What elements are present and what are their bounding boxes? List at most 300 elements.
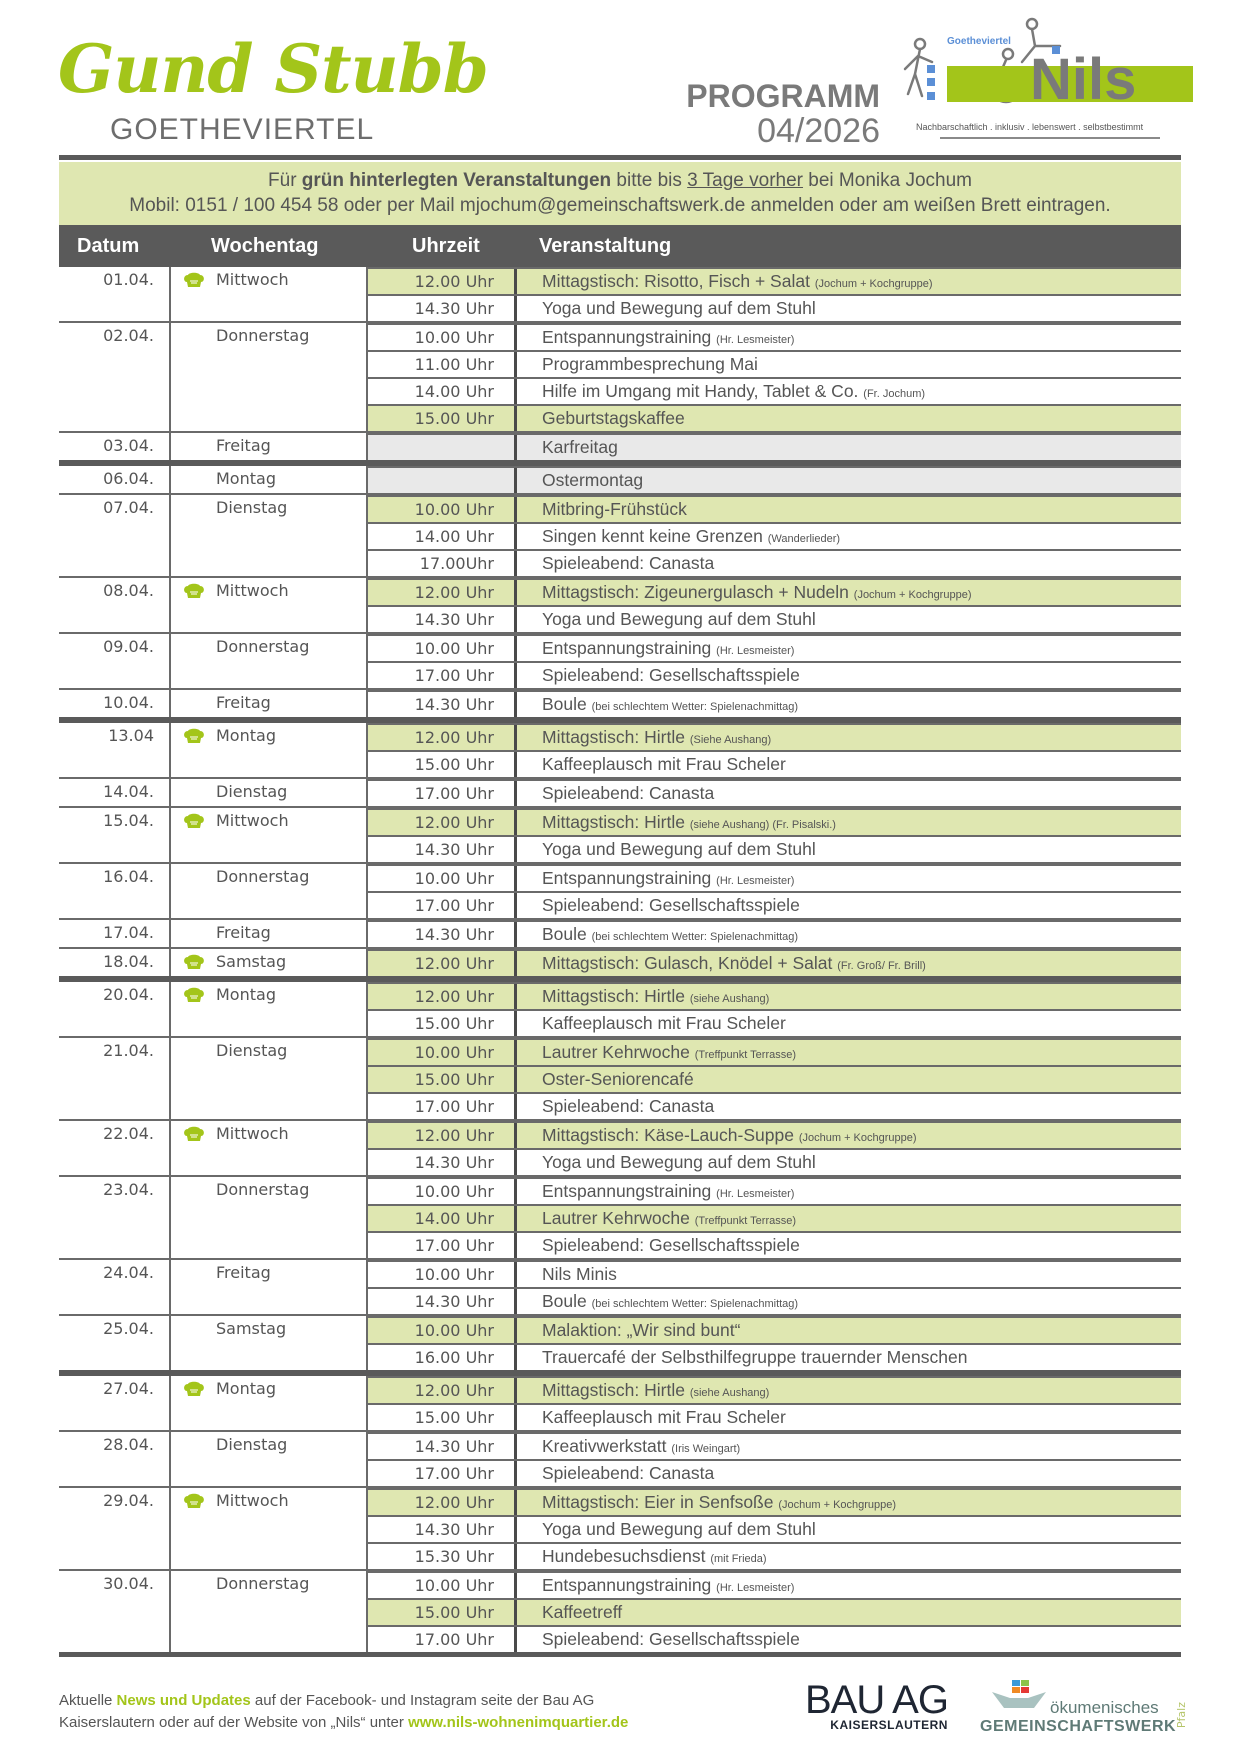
gemeinschaftswerk-logo-bottom: GEMEINSCHAFTSWERK [980, 1718, 1177, 1735]
table-row [366, 1542, 1181, 1569]
event-cell [514, 1405, 1181, 1430]
table-row [366, 294, 1181, 321]
event-title: Spieleabend: Gesellschaftsspiele [542, 895, 800, 915]
date-cell: 28.04. [103, 1435, 154, 1454]
event-title: Boule [542, 924, 587, 944]
time-cell: 15.00 Uhr [366, 752, 514, 777]
time-cell: 17.00 Uhr [366, 781, 514, 806]
event-title: Yoga und Bewegung auf dem Stuhl [542, 609, 816, 629]
event-title: Kaffeeplausch mit Frau Scheler [542, 1013, 786, 1033]
date-cell: 14.04. [103, 782, 154, 801]
event-cell [514, 752, 1181, 777]
day-group [59, 1177, 1181, 1260]
table-row [366, 1038, 1181, 1065]
day-group [59, 920, 1181, 949]
notice-line-1 [59, 168, 1181, 193]
date-cell: 03.04. [103, 436, 154, 455]
table-row [366, 1009, 1181, 1036]
event-note: (Jochum + Kochgruppe) [778, 1499, 897, 1511]
table-row [366, 578, 1181, 605]
weekday-cell [169, 779, 366, 806]
time-cell: 14.00 Uhr [366, 524, 514, 549]
event-note: (Hr. Lesmeister) [716, 875, 795, 887]
event-note: (Hr. Lesmeister) [716, 1188, 795, 1200]
weekday-label: Montag [216, 726, 276, 745]
time-cell: 10.00 Uhr [366, 1573, 514, 1598]
weekday-label: Dienstag [216, 498, 288, 517]
event-title: Kaffeeplausch mit Frau Scheler [542, 754, 786, 774]
weekday-label: Donnerstag [216, 867, 310, 886]
day-group [59, 1488, 1181, 1571]
date-cell: 10.04. [103, 693, 154, 712]
table-row [366, 1515, 1181, 1542]
chef-hat-icon [183, 728, 205, 746]
event-title: Kaffeeplausch mit Frau Scheler [542, 1407, 786, 1427]
event-cell [514, 1517, 1181, 1542]
column-header-time: Uhrzeit [412, 234, 480, 257]
day-group [59, 949, 1181, 982]
day-group [59, 1038, 1181, 1121]
weekday-label: Dienstag [216, 782, 288, 801]
weekday-label: Freitag [216, 436, 271, 455]
event-cell [514, 636, 1181, 661]
event-title: Spieleabend: Gesellschaftsspiele [542, 1235, 800, 1255]
table-row [366, 1488, 1181, 1515]
time-cell: 14.30 Uhr [366, 607, 514, 632]
weekday-label: Montag [216, 985, 276, 1004]
table-row [366, 605, 1181, 632]
table-row [366, 1065, 1181, 1092]
column-header-event: Veranstaltung [539, 234, 672, 257]
weekday-label: Mittwoch [216, 581, 289, 600]
weekday-cell [169, 1376, 366, 1430]
registration-notice [59, 162, 1181, 225]
table-row [366, 634, 1181, 661]
chef-hat-icon [183, 813, 205, 831]
weekday-label: Donnerstag [216, 1574, 310, 1593]
notice-text: bei Monika Jochum [803, 170, 972, 191]
event-note: (Iris Weingart) [671, 1443, 741, 1455]
time-cell: 17.00 Uhr [366, 1627, 514, 1652]
event-cell [514, 325, 1181, 350]
time-cell: 12.00 Uhr [366, 951, 514, 976]
event-note: (Treffpunkt Terrasse) [694, 1215, 797, 1227]
event-title: Yoga und Bewegung auf dem Stuhl [542, 839, 816, 859]
time-cell: 15.00 Uhr [366, 406, 514, 431]
event-title: Nils Minis [542, 1264, 617, 1284]
table-row [366, 1092, 1181, 1119]
event-note: (bei schlechtem Wetter: Spielenachmittag) [591, 1298, 799, 1310]
time-cell: 14.30 Uhr [366, 296, 514, 321]
event-note: (Hr. Lesmeister) [716, 645, 795, 657]
event-cell [514, 1262, 1181, 1287]
table-row [366, 404, 1181, 431]
time-cell: 17.00 Uhr [366, 663, 514, 688]
event-cell [514, 1233, 1181, 1258]
day-group [59, 433, 1181, 466]
date-cell: 02.04. [103, 326, 154, 345]
nils-logo-tagline: Nachbarschaftlich . inklusiv . lebenswert . selbstbestimmt [916, 122, 1144, 132]
event-cell [514, 352, 1181, 377]
day-group [59, 808, 1181, 864]
chef-hat-icon [183, 987, 205, 1005]
event-title: Kaffeetreff [542, 1602, 623, 1622]
column-header-date: Datum [77, 234, 140, 257]
event-title: Yoga und Bewegung auf dem Stuhl [542, 1519, 816, 1539]
table-row [366, 690, 1181, 717]
time-cell: 17.00Uhr [366, 551, 514, 576]
event-note: (Siehe Aushang) [689, 734, 772, 746]
weekday-cell [169, 323, 366, 431]
weekday-cell [169, 634, 366, 688]
footer-text-part: Kaiserslautern oder auf der Website von „Nils“ unter [59, 1714, 409, 1731]
event-title: Spieleabend: Canasta [542, 1096, 715, 1116]
time-cell: 14.30 Uhr [366, 837, 514, 862]
footer-line-2 [59, 1712, 628, 1734]
date-cell: 09.04. [103, 637, 154, 656]
event-cell [514, 1345, 1181, 1370]
day-group [59, 1121, 1181, 1177]
time-cell: 16.00 Uhr [366, 1345, 514, 1370]
weekday-cell [169, 1571, 366, 1652]
bau-ag-logo-main: BAU AG [805, 1678, 948, 1722]
time-cell: 12.00 Uhr [366, 269, 514, 294]
table-row [366, 549, 1181, 576]
day-group [59, 466, 1181, 495]
day-group [59, 1376, 1181, 1432]
notice-text: Für [268, 170, 302, 191]
event-note: (bei schlechtem Wetter: Spielenachmittag) [591, 931, 799, 943]
event-title: Boule [542, 1291, 587, 1311]
table-body [59, 267, 1181, 1657]
event-note: (Hr. Lesmeister) [716, 1582, 795, 1594]
day-group [59, 578, 1181, 634]
date-cell: 20.04. [103, 985, 154, 1004]
table-row [366, 1316, 1181, 1343]
table-row [366, 1177, 1181, 1204]
weekday-cell [169, 578, 366, 632]
table-row [366, 522, 1181, 549]
date-cell: 15.04. [103, 811, 154, 830]
table-row [366, 750, 1181, 777]
event-cell [514, 984, 1181, 1009]
event-note: (Fr. Jochum) [863, 388, 926, 400]
brand-subtitle: GOETHEVIERTEL [110, 113, 375, 146]
date-cell: 08.04. [103, 581, 154, 600]
event-cell [514, 406, 1181, 431]
event-cell [514, 551, 1181, 576]
event-title: Spieleabend: Canasta [542, 783, 715, 803]
day-group [59, 323, 1181, 433]
nils-logo-name: Nils [1030, 47, 1137, 112]
nils-logo [900, 14, 1200, 144]
table-row [366, 377, 1181, 404]
event-title: Mittagstisch: Eier in Senfsoße [542, 1492, 774, 1512]
time-cell: 15.00 Uhr [366, 1600, 514, 1625]
weekday-label: Donnerstag [216, 326, 310, 345]
event-title: Hundebesuchsdienst [542, 1546, 706, 1566]
day-group [59, 1316, 1181, 1376]
ship-icon [990, 1678, 1050, 1718]
date-cell: 24.04. [103, 1263, 154, 1282]
time-cell: 14.30 Uhr [366, 1517, 514, 1542]
event-title: Entspannungstraining [542, 1181, 712, 1201]
table-row [366, 1403, 1181, 1430]
weekday-cell [169, 723, 366, 777]
event-title: Mittagstisch: Hirtle [542, 727, 685, 747]
event-title: Hilfe im Umgang mit Handy, Tablet & Co. [542, 381, 859, 401]
gemeinschaftswerk-logo-side: Pfalz [1175, 1702, 1188, 1729]
time-cell: 15.00 Uhr [366, 1067, 514, 1092]
event-cell [514, 1150, 1181, 1175]
weekday-cell [169, 1121, 366, 1175]
day-group [59, 1571, 1181, 1657]
bau-ag-logo-sub: KAISERSLAUTERN [830, 1718, 948, 1732]
time-cell: 17.00 Uhr [366, 1233, 514, 1258]
event-note: (siehe Aushang) [689, 993, 770, 1005]
time-cell: 12.00 Uhr [366, 810, 514, 835]
time-cell: 12.00 Uhr [366, 580, 514, 605]
event-title: Mittagstisch: Hirtle [542, 986, 685, 1006]
chef-hat-icon [183, 1126, 205, 1144]
table-row [366, 433, 1181, 460]
table-row [366, 1204, 1181, 1231]
table-row [366, 323, 1181, 350]
day-group [59, 1432, 1181, 1488]
time-cell: 14.30 Uhr [366, 692, 514, 717]
chef-hat-icon [183, 954, 205, 972]
weekday-cell [169, 1488, 366, 1569]
bau-ag-logo [805, 1680, 948, 1732]
event-title: Trauercafé der Selbsthilfegruppe trauernder Menschen [542, 1347, 968, 1367]
weekday-label: Freitag [216, 693, 271, 712]
chef-hat-icon [183, 1493, 205, 1511]
notice-line-2: Mobil: 0151 / 100 454 58 oder per Mail mjochum@gemeinschaftswerk.de anmelden oder am weißen Brett eintragen. [129, 195, 1111, 216]
time-cell: 10.00 Uhr [366, 636, 514, 661]
time-cell: 15.00 Uhr [366, 1405, 514, 1430]
weekday-cell [169, 1316, 366, 1370]
notice-text: bitte bis [611, 170, 688, 191]
event-title: Programmbesprechung Mai [542, 354, 758, 374]
event-title: Lautrer Kehrwoche [542, 1042, 690, 1062]
event-title: Malaktion: „Wir sind bunt“ [542, 1320, 741, 1340]
event-note: (Jochum + Kochgruppe) [814, 278, 933, 290]
footer-text-part: auf der Facebook- und Instagram seite der Bau AG [250, 1692, 595, 1709]
date-cell: 01.04. [103, 270, 154, 289]
time-cell: 17.00 Uhr [366, 1094, 514, 1119]
date-cell: 18.04. [103, 952, 154, 971]
weekday-label: Freitag [216, 923, 271, 942]
event-cell [514, 922, 1181, 947]
table-row [366, 1432, 1181, 1459]
event-cell [514, 580, 1181, 605]
time-cell: 10.00 Uhr [366, 1040, 514, 1065]
table-row [366, 835, 1181, 862]
weekday-label: Dienstag [216, 1435, 288, 1454]
time-cell: 11.00 Uhr [366, 352, 514, 377]
time-cell [366, 435, 514, 460]
event-cell [514, 1094, 1181, 1119]
event-cell [514, 468, 1181, 493]
event-cell [514, 1011, 1181, 1036]
time-cell: 15.00 Uhr [366, 1011, 514, 1036]
table-row [366, 779, 1181, 806]
event-cell [514, 1461, 1181, 1486]
event-cell [514, 781, 1181, 806]
footer-line-1 [59, 1690, 628, 1712]
top-divider [59, 155, 1181, 160]
day-group [59, 982, 1181, 1038]
time-cell: 14.30 Uhr [366, 1150, 514, 1175]
table-row [366, 1287, 1181, 1314]
event-title: Mittagstisch: Käse-Lauch-Suppe [542, 1125, 794, 1145]
event-cell [514, 1040, 1181, 1065]
event-cell [514, 497, 1181, 522]
weekday-label: Montag [216, 469, 276, 488]
event-note: (siehe Aushang) [689, 1387, 770, 1399]
time-cell: 10.00 Uhr [366, 325, 514, 350]
day-group [59, 864, 1181, 920]
event-cell [514, 951, 1181, 976]
day-group [59, 690, 1181, 723]
day-group [59, 723, 1181, 779]
table-row [366, 1148, 1181, 1175]
column-header-weekday: Wochentag [211, 234, 319, 257]
event-note: (Hr. Lesmeister) [716, 334, 795, 346]
weekday-cell [169, 808, 366, 862]
nils-logo-small-label: Goetheviertel [947, 36, 1011, 47]
time-cell: 12.00 Uhr [366, 725, 514, 750]
event-title: Karfreitag [542, 437, 618, 457]
date-cell: 17.04. [103, 923, 154, 942]
event-note: (Fr. Groß/ Fr. Brill) [837, 960, 926, 972]
time-cell: 10.00 Uhr [366, 1318, 514, 1343]
day-group [59, 1260, 1181, 1316]
weekday-label: Mittwoch [216, 1491, 289, 1510]
event-title: Mittagstisch: Hirtle [542, 812, 685, 832]
date-cell: 16.04. [103, 867, 154, 886]
event-cell [514, 810, 1181, 835]
footer-text-part: Aktuelle [59, 1692, 117, 1709]
event-cell [514, 725, 1181, 750]
event-title: Spieleabend: Canasta [542, 1463, 715, 1483]
event-note: (Jochum + Kochgruppe) [798, 1132, 917, 1144]
time-cell: 12.00 Uhr [366, 1123, 514, 1148]
table-row [366, 982, 1181, 1009]
time-cell: 17.00 Uhr [366, 893, 514, 918]
table-header [59, 225, 1181, 267]
weekday-cell [169, 949, 366, 976]
event-title: Mittagstisch: Risotto, Fisch + Salat [542, 271, 810, 291]
time-cell: 14.30 Uhr [366, 922, 514, 947]
event-cell [514, 663, 1181, 688]
event-cell [514, 1544, 1181, 1569]
table-row [366, 1376, 1181, 1403]
event-cell [514, 837, 1181, 862]
table-row [366, 808, 1181, 835]
table-row [366, 495, 1181, 522]
event-title: Mittagstisch: Zigeunergulasch + Nudeln [542, 582, 849, 602]
time-cell: 12.00 Uhr [366, 1378, 514, 1403]
weekday-cell [169, 1260, 366, 1314]
website-link[interactable]: www.nils-wohnenimquartier.de [408, 1714, 629, 1731]
time-cell: 14.30 Uhr [366, 1434, 514, 1459]
gemeinschaftswerk-logo [980, 1678, 1190, 1738]
date-cell: 29.04. [103, 1491, 154, 1510]
weekday-cell [169, 864, 366, 918]
weekday-cell [169, 466, 366, 493]
table-row [366, 1571, 1181, 1598]
weekday-label: Mittwoch [216, 811, 289, 830]
event-title: Ostermontag [542, 470, 644, 490]
weekday-cell [169, 1038, 366, 1119]
event-title: Singen kennt keine Grenzen [542, 526, 763, 546]
footer-text [59, 1690, 628, 1734]
event-cell [514, 866, 1181, 891]
time-cell: 14.30 Uhr [366, 1289, 514, 1314]
weekday-cell [169, 982, 366, 1036]
event-title: Oster-Seniorencafé [542, 1069, 694, 1089]
date-cell: 23.04. [103, 1180, 154, 1199]
event-title: Lautrer Kehrwoche [542, 1208, 690, 1228]
event-cell [514, 1600, 1181, 1625]
event-title: Entspannungstraining [542, 638, 712, 658]
time-cell: 10.00 Uhr [366, 1262, 514, 1287]
event-note: (siehe Aushang) (Fr. Pisalski.) [689, 819, 836, 831]
time-cell: 12.00 Uhr [366, 1490, 514, 1515]
weekday-cell [169, 495, 366, 576]
time-cell: 15.30 Uhr [366, 1544, 514, 1569]
event-title: Spieleabend: Canasta [542, 553, 715, 573]
event-cell [514, 1573, 1181, 1598]
event-cell [514, 435, 1181, 460]
weekday-cell [169, 690, 366, 717]
event-title: Kreativwerkstatt [542, 1436, 667, 1456]
event-note: (mit Frieda) [710, 1553, 767, 1565]
date-cell: 30.04. [103, 1574, 154, 1593]
table-row [366, 661, 1181, 688]
event-title: Entspannungstraining [542, 327, 712, 347]
gemeinschaftswerk-logo-top: ökumenisches [1050, 1698, 1159, 1717]
table-row [366, 267, 1181, 294]
weekday-label: Samstag [216, 1319, 287, 1338]
event-title: Mittagstisch: Gulasch, Knödel + Salat [542, 953, 833, 973]
weekday-label: Freitag [216, 1263, 271, 1282]
event-title: Entspannungstraining [542, 1575, 712, 1595]
date-cell: 06.04. [103, 469, 154, 488]
day-group [59, 267, 1181, 323]
day-group [59, 495, 1181, 578]
chef-hat-icon [183, 1381, 205, 1399]
event-cell [514, 1067, 1181, 1092]
event-title: Yoga und Bewegung auf dem Stuhl [542, 1152, 816, 1172]
table-row [366, 1231, 1181, 1258]
weekday-cell [169, 1177, 366, 1258]
event-cell [514, 1627, 1181, 1652]
weekday-label: Mittwoch [216, 270, 289, 289]
time-cell: 14.00 Uhr [366, 379, 514, 404]
table-row [366, 864, 1181, 891]
event-cell [514, 379, 1181, 404]
event-cell [514, 1179, 1181, 1204]
program-date: 04/2026 [757, 112, 880, 150]
weekday-cell [169, 920, 366, 947]
date-cell: 27.04. [103, 1379, 154, 1398]
event-cell [514, 692, 1181, 717]
weekday-cell [169, 1432, 366, 1486]
chef-hat-icon [183, 272, 205, 290]
event-cell [514, 524, 1181, 549]
